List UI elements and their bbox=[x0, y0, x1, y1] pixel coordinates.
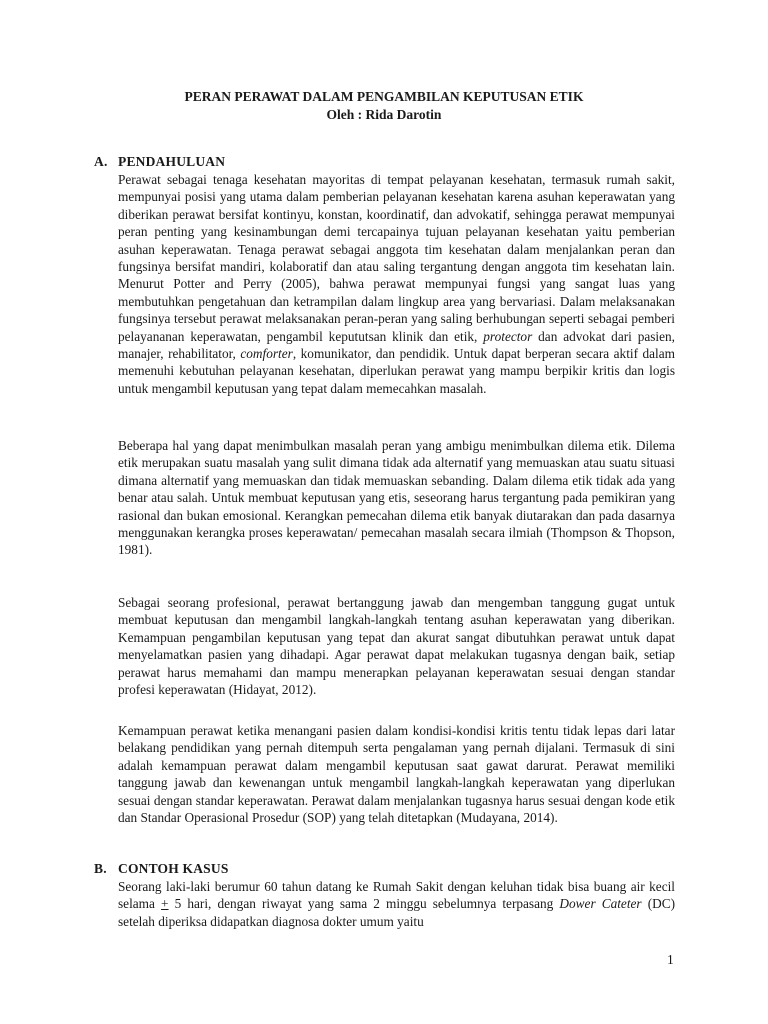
section-title: CONTOH KASUS bbox=[118, 861, 229, 876]
paragraph bbox=[118, 171, 675, 397]
plus-minus-sign: + bbox=[161, 896, 169, 912]
paragraph-text: dan advokat dari pasien, manajer, rehabilitator, bbox=[118, 328, 676, 362]
section-number: A. bbox=[94, 154, 108, 169]
paragraph-text: Perawat sebagai tenaga kesehatan mayoritas di tempat pelayanan kesehatan, termasuk rumah sakit, mempunyai posisi yang utama dalam pemberian pelayanan kesehatan karena asuhan keperawatan yang diberikan perawat bersifat kontinyu, konstan, koordinatif, dan advokatif, sehingga perawat mempunyai peran penting yang kesinambungan demi tercapainya tujuan pelayanan kesehatan yaitu pemberian asuhan keperawatan. Tenaga perawat sebagai anggota tim kesehatan dalam menjalankan peran dan fungsinya bersifat mandiri, kolaboratif dan atau saling tergantung dengan anggota tim kesehatan lain. Menurut Potter and Perry (2005), bahwa perawat mempunyai fungsi yang sangat luas yang membutuhkan pengetahuan dan ketrampilan dalam lingkup area yang bervariasi. Dalam melaksanakan fungsinya tersebut perawat melaksanakan peran-peran yang saling berhubungan seperti sebagai pemberi pelayananan keperawatan, pengambil kepututsan klinik dan etik, bbox=[118, 172, 675, 344]
italic-term: comforter bbox=[240, 346, 293, 362]
paragraph-text: , komunikator, dan pendidik. Untuk dapat berperan secara aktif dalam memenuhi kebutuhan pelayanan kesehatan, diperlukan perawat yang mampu berpikir kritis dan logis untuk mengambil keputusan yang tepat dalam memecahkan masalah. bbox=[118, 346, 675, 396]
paragraph-text: Seorang laki-laki berumur 60 tahun datang ke Rumah Sakit dengan keluhan tidak bisa buang air kecil selama bbox=[118, 879, 675, 912]
paragraph: Beberapa hal yang dapat menimbulkan masalah peran yang ambigu menimbulkan dilema etik. Dilema etik merupakan suatu masalah yang sulit dimana tidak ada alternatif yang memuaskan atau suatu situasi dimana alternatif yang memuaskan dan tidak memuaskan sebanding. Dalam dilema etik tidak ada yang benar atau salah. Untuk membuat keputusan yang etis, seseorang harus tergantung pada pemikiran yang rasional dan bukan emosional. Kerangkan pemecahan dilema etik banyak diutarakan dan pada dasarnya menggunakan kerangka proses keperawatan/ pemecahan masalah secara ilmiah (Thompson & Thopson, 1981). bbox=[118, 438, 675, 558]
paragraph-text: (DC) setelah diperiksa didapatkan diagnosa dokter umum yaitu bbox=[118, 896, 676, 929]
section-number: B. bbox=[94, 861, 107, 876]
document-title: PERAN PERAWAT DALAM PENGAMBILAN KEPUTUSAN ETIK bbox=[184, 89, 584, 104]
paragraph: Kemampuan perawat ketika menangani pasien dalam kondisi-kondisi kritis tentu tidak lepas dari latar belakang pendidikan yang pernah ditempuh serta pengalaman yang pernah dijalani. Termasuk di sini adalah kemampuan perawat dalam mengambil keputusan saat gawat darurat. Perawat memiliki tanggung jawab dan kewenangan untuk mengambil langkah-langkah keperawatan yang diperlukan sesuai dengan standar keperawatan. Perawat dalam menjalankan tugasnya harus sesuai dengan kode etik dan Standar Operasional Prosedur (SOP) yang telah ditetapkan (Mudayana, 2014). bbox=[118, 723, 675, 826]
section-heading-b bbox=[94, 861, 229, 877]
section-heading-a bbox=[94, 154, 225, 170]
italic-term: protector bbox=[483, 328, 533, 344]
document-author: Oleh : Rida Darotin bbox=[326, 107, 442, 122]
paragraph: Sebagai seorang profesional, perawat bertanggung jawab dan mengemban tanggung gugat untuk membuat keputusan dan mengambil langkah-langkah tentang asuhan keperawatan yang diberikan. Kemampuan pengambilan keputusan yang tepat dan akurat sangat dibutuhkan perawat untuk dapat menyelamatkan pasien yang dihadapi. Agar perawat dapat melakukan tugasnya dengan baik, setiap perawat harus memahami dan mampu menerapkan pelayanan keperawatan sesuai dengan standar profesi keperawatan (Hidayat, 2012). bbox=[118, 595, 675, 698]
page-number: 1 bbox=[667, 952, 674, 967]
italic-term: Dower Cateter bbox=[559, 896, 642, 912]
document-title-block bbox=[0, 88, 768, 124]
paragraph bbox=[118, 878, 675, 930]
section-title: PENDAHULUAN bbox=[118, 154, 226, 169]
paragraph-text: 5 hari, dengan riwayat yang sama 2 minggu sebelumnya terpasang bbox=[174, 896, 554, 912]
